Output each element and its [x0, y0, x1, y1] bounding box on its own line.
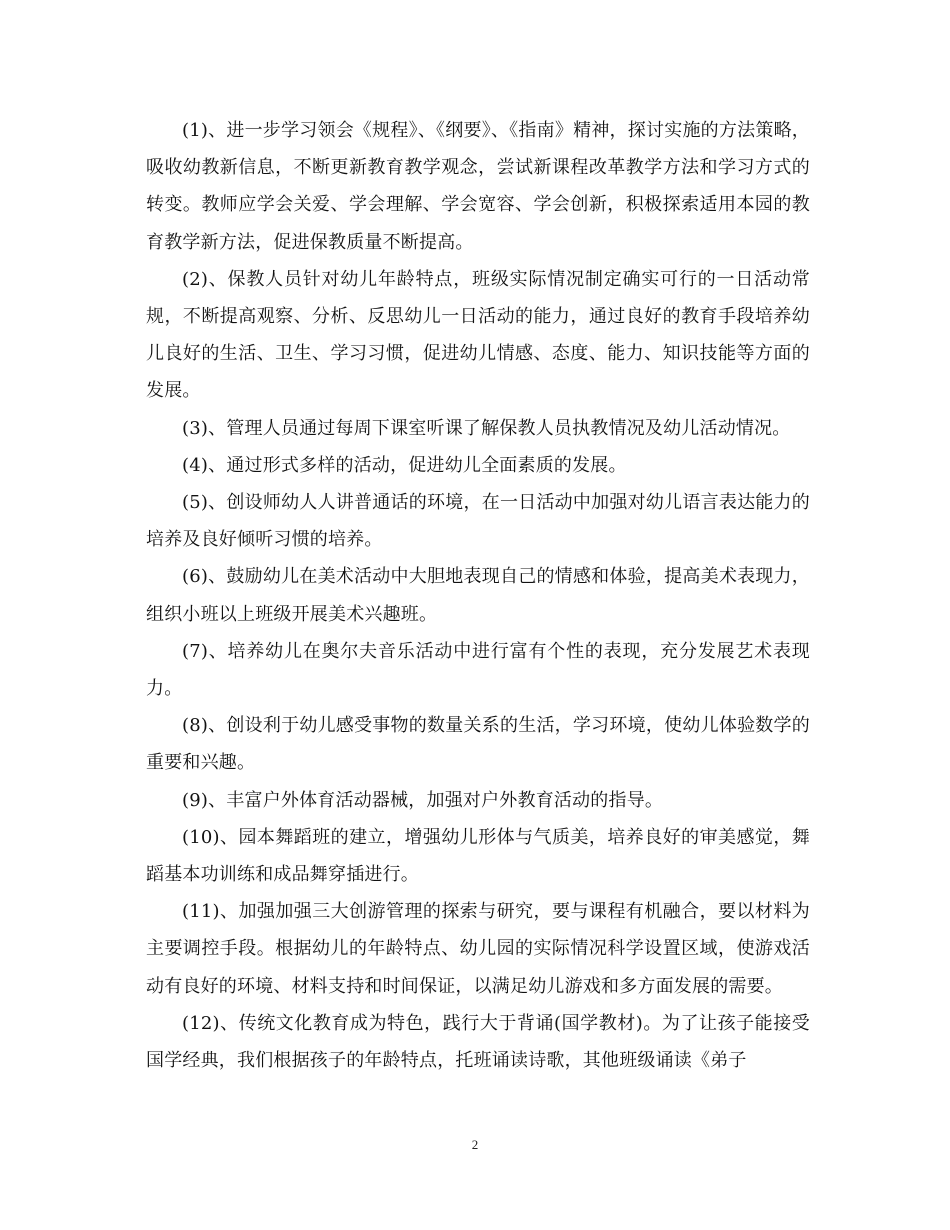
paragraph-12: (12)、传统文化教育成为特色，践行大于背诵(国学教材)。为了让孩子能接受国学经典，我们根据孩子的年龄特点，托班诵读诗歌，其他班级诵读《弟子 — [146, 1012, 810, 1072]
paragraph-8: (8)、创设利于幼儿感受事物的数量关系的生活，学习环境，使幼儿体验数学的重要和兴趣。 — [146, 715, 810, 774]
paragraph-7: (7)、培养幼儿在奥尔夫音乐活动中进行富有个性的表现，充分发展艺术表现力。 — [146, 640, 810, 700]
paragraph-3: (3)、管理人员通过每周下课室听课了解保教人员执教情况及幼儿活动情况。 — [182, 417, 791, 439]
paragraph-9: (9)、丰富户外体育活动器械，加强对户外教育活动的指导。 — [182, 789, 664, 811]
document-body — [146, 112, 810, 1079]
paragraph-4: (4)、通过形式多样的活动，促进幼儿全面素质的发展。 — [182, 454, 627, 476]
paragraph-5: (5)、创设师幼人人讲普通话的环境，在一日活动中加强对幼儿语言表达能力的培养及良好倾听习惯的培养。 — [146, 492, 810, 551]
page-number: 2 — [471, 1137, 479, 1152]
paragraph-6: (6)、鼓励幼儿在美术活动中大胆地表现自己的情感和体验，提高美术表现力，组织小班以上班级开展美术兴趣班。 — [146, 566, 810, 625]
paragraph-2: (2)、保教人员针对幼儿年龄特点，班级实际情况制定确实可行的一日活动常规，不断提高观察、分析、反思幼儿一日活动的能力，通过良好的教育手段培养幼儿良好的生活、卫生、学习习惯，促进幼儿情感、态度、能力、知识技能等方面的发展。 — [146, 268, 810, 402]
paragraph-11: (11)、加强加强三大创游管理的探索与研究，要与课程有机融合，要以材料为主要调控手段。根据幼儿的年龄特点、幼儿园的实际情况科学设置区域，使游戏活动有良好的环境、材料支持和时间保证，以满足幼儿游戏和多方面发展的需要。 — [146, 901, 810, 997]
paragraph-1: (1)、进一步学习领会《规程》、《纲要》、《指南》精神，探讨实施的方法策略，吸收幼教新信息，不断更新教育教学观念，尝试新课程改革教学方法和学习方式的转变。教师应学会关爱、学会理解、学会宽容、学会创新，积极探索适用本园的教育教学新方法，促进保教质量不断提高。 — [146, 120, 810, 253]
paragraph-10: (10)、园本舞蹈班的建立，增强幼儿形体与气质美，培养良好的审美感觉，舞蹈基本功训练和成品舞穿插进行。 — [146, 826, 810, 886]
